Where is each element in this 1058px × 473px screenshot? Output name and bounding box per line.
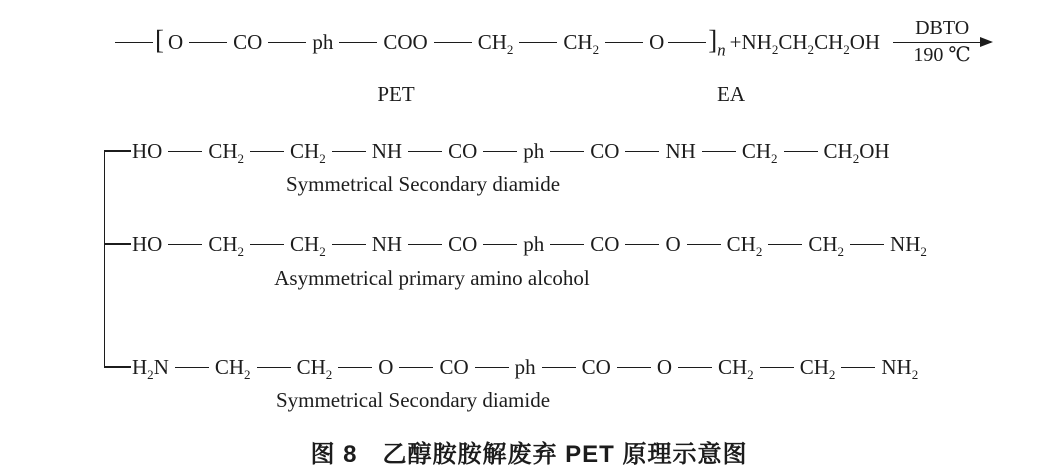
product-3-formula: $H_2N$ $CH_2$ $CH_2$ O CO ph CO O $CH_2$ $CH_2$ $NH_2$ bbox=[132, 354, 919, 382]
product-2-label: Asymmetrical primary amino alcohol bbox=[274, 266, 590, 290]
pet-repeat-unit-formula: [ O CO ph COO $CH_2$ $CH_2$ O ]$_n$ $+NH_2CH_2CH_2OH$ bbox=[114, 27, 883, 58]
bracket-stub-2 bbox=[104, 243, 131, 245]
pet-label: PET bbox=[377, 82, 415, 106]
product-3-label: Symmetrical Secondary diamide bbox=[275, 388, 551, 412]
bracket-stub-3 bbox=[104, 366, 131, 368]
temperature-label: 190 ℃ bbox=[913, 44, 971, 67]
arrow-shaft bbox=[893, 42, 991, 44]
product-1-label: Symmetrical Secondary diamide bbox=[285, 172, 561, 196]
catalyst-label: DBTO bbox=[915, 16, 970, 39]
product-1-formula: HO $CH_2$ $CH_2$ NH CO ph CO NH $CH_2$ $CH_2OH$ bbox=[132, 138, 890, 166]
reaction-equation-row bbox=[114, 16, 991, 67]
figure-caption: 图 8 乙醇胺胺解废弃 PET 原理示意图 bbox=[310, 441, 748, 468]
reaction-arrow bbox=[893, 18, 991, 67]
product-bracket-line bbox=[104, 151, 105, 367]
ea-label: EA bbox=[717, 82, 745, 106]
bracket-stub-1 bbox=[104, 150, 131, 152]
product-2-formula: HO $CH_2$ $CH_2$ NH CO ph CO O $CH_2$ $CH_2$ $NH_2$ bbox=[132, 231, 927, 259]
